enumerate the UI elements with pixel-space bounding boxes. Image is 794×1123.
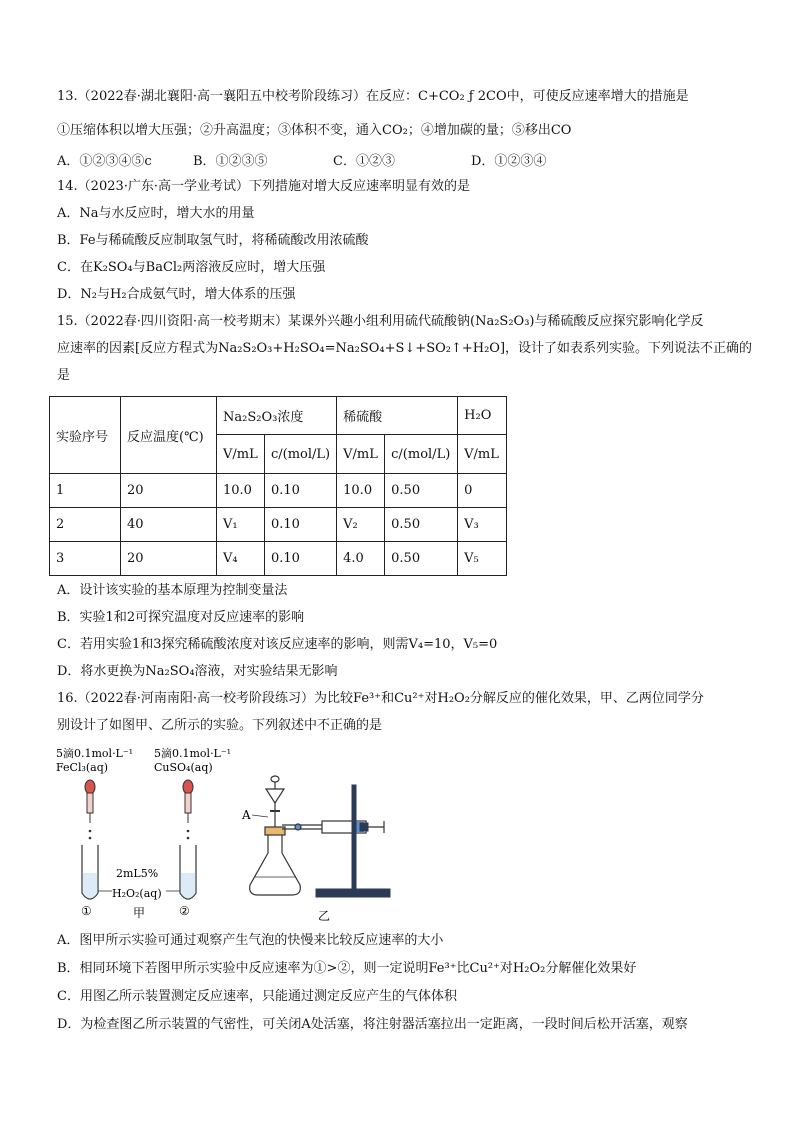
flask-apparatus [250, 776, 322, 895]
q14-option-a: A．Na与水反应时，增大水的用量 [57, 206, 255, 221]
table-cell: 0.50 [385, 508, 458, 542]
table-cell: 0.50 [385, 542, 458, 576]
table-cell: 3 [50, 542, 121, 576]
table-row [50, 474, 507, 508]
experiment-table [49, 396, 507, 576]
q15-stem-line3: 是 [57, 368, 71, 383]
q13-option-b: B．①②③⑤ [193, 154, 268, 169]
q13-option-d: D．①②③④ [471, 154, 547, 169]
table-cell: 0.10 [265, 474, 337, 508]
q13-stem: 13.（2022春·湖北襄阳·高一襄阳五中校考阶段练习）在反应：C+CO₂ ƒ 2CO中，可使反应速率增大的措施是 [57, 89, 689, 104]
iron-stand [316, 785, 390, 897]
q16-option-a: A．图甲所示实验可通过观察产生气泡的快慢来比较反应速率的大小 [57, 933, 444, 948]
table-cell: 0.50 [385, 474, 458, 508]
q15-stem-line1: 15.（2022春·四川资阳·高一校考期末）某课外兴趣小组利用硫代硫酸钠(Na₂S₂O₃)与稀硫酸反应探究影响化学反 [57, 314, 704, 329]
subheader-c: c/(mol/L) [385, 435, 458, 474]
subheader-c: c/(mol/L) [265, 435, 337, 474]
tube2-label: ② [179, 904, 190, 918]
drop2-label-line1: 5滴0.1mol·L⁻¹ [154, 747, 232, 760]
q14-option-b: B．Fe与稀硫酸反应制取氢气时，将稀硫酸改用浓硫酸 [57, 233, 369, 248]
header-exp-no: 实验序号 [50, 397, 121, 474]
q16-option-c: C．用图乙所示装置测定反应速率，只能通过测定反应产生的气体体积 [57, 989, 457, 1004]
table-cell: V₃ [458, 508, 507, 542]
q13-option-c: C．①②③ [333, 154, 395, 169]
q16-option-b: B．相同环境下若图甲所示实验中反应速率为①>②，则一定说明Fe³⁺比Cu²⁺对H₂O₂分解催化效果好 [57, 961, 637, 976]
q13-measures: ①压缩体积以增大压强；②升高温度；③体积不变，通入CO₂；④增加碳的量；⑤移出CO [57, 123, 572, 138]
drop1-label-line2: FeCl₃(aq) [56, 761, 109, 774]
header-water: H₂O [458, 397, 507, 435]
table-cell: 20 [121, 474, 217, 508]
figure-yi-label: 乙 [318, 909, 331, 923]
table-cell: 1 [50, 474, 121, 508]
q16-stem-line2: 别设计了如图甲、乙所示的实验。下列叙述中不正确的是 [57, 718, 383, 733]
q15-stem-line2: 应速率的因素[反应方程式为Na₂S₂O₃+H₂SO₄=Na₂SO₄+S↓+SO₂↑+H₂O]，设计了如表系列实验。下列说法不正确的 [57, 341, 753, 356]
q15-option-b: B．实验1和2可探究温度对反应速率的影响 [57, 610, 305, 625]
q14-option-d: D．N₂与H₂合成氨气时，增大体系的压强 [57, 287, 296, 302]
q14-stem: 14.（2023·广东·高一学业考试）下列措施对增大反应速率明显有效的是 [57, 179, 471, 194]
table-cell: 40 [121, 508, 217, 542]
tube1-label: ① [81, 904, 92, 918]
header-temp: 反应温度(℃) [121, 397, 217, 474]
drop1-label-line1: 5滴0.1mol·L⁻¹ [56, 747, 134, 760]
table-cell: 20 [121, 542, 217, 576]
table-cell: 10.0 [337, 474, 385, 508]
table-cell: 2 [50, 508, 121, 542]
q14-option-c: C．在K₂SO₄与BaCl₂两溶液反应时，增大压强 [57, 260, 326, 275]
table-cell: V₁ [217, 508, 265, 542]
valve-a-label: A [242, 808, 251, 822]
subheader-v: V/mL [217, 435, 265, 474]
table-cell: V₂ [337, 508, 385, 542]
q15-option-c: C．若用实验1和3探究稀硫酸浓度对该反应速率的影响，则需V₄=10，V₅=0 [57, 637, 498, 652]
q16-option-d: D．为检查图乙所示装置的气密性，可关闭A处活塞，将注射器活塞拉出一定距离，一段时间后松开活塞，观察 [57, 1017, 688, 1032]
header-sulfuric-acid: 稀硫酸 [337, 397, 458, 435]
h2o2-label-line2: H₂O₂(aq) [112, 887, 162, 900]
dropper-1 [85, 780, 95, 823]
q13-options [57, 150, 737, 168]
experiment-figure [54, 745, 394, 925]
q16-stem-line1: 16.（2022春·河南南阳·高一校考阶段练习）为比较Fe³⁺和Cu²⁺对H₂O₂分解反应的催化效果，甲、乙两位同学分 [57, 691, 704, 706]
table-header-row [50, 397, 507, 435]
table-cell: 4.0 [337, 542, 385, 576]
q13-option-a: A．①②③④⑤c [57, 154, 152, 169]
drop2-label-line2: CuSO₄(aq) [154, 761, 213, 774]
table-cell: 0.10 [265, 542, 337, 576]
table-row [50, 508, 507, 542]
h2o2-label-line1: 2mL5% [116, 867, 159, 880]
q15-option-d: D．将水更换为Na₂SO₄溶液，对实验结果无影响 [57, 664, 338, 679]
dropper-2 [183, 780, 193, 823]
subheader-v: V/mL [337, 435, 385, 474]
figure-jia-label: 甲 [133, 906, 146, 920]
table-cell: V₅ [458, 542, 507, 576]
header-thiosulfate: Na₂S₂O₃浓度 [217, 397, 337, 435]
table-cell: 0 [458, 474, 507, 508]
table-cell: V₄ [217, 542, 265, 576]
table-row [50, 542, 507, 576]
table-cell: 0.10 [265, 508, 337, 542]
table-cell: 10.0 [217, 474, 265, 508]
subheader-v: V/mL [458, 435, 507, 474]
q15-option-a: A．设计该实验的基本原理为控制变量法 [57, 583, 288, 598]
